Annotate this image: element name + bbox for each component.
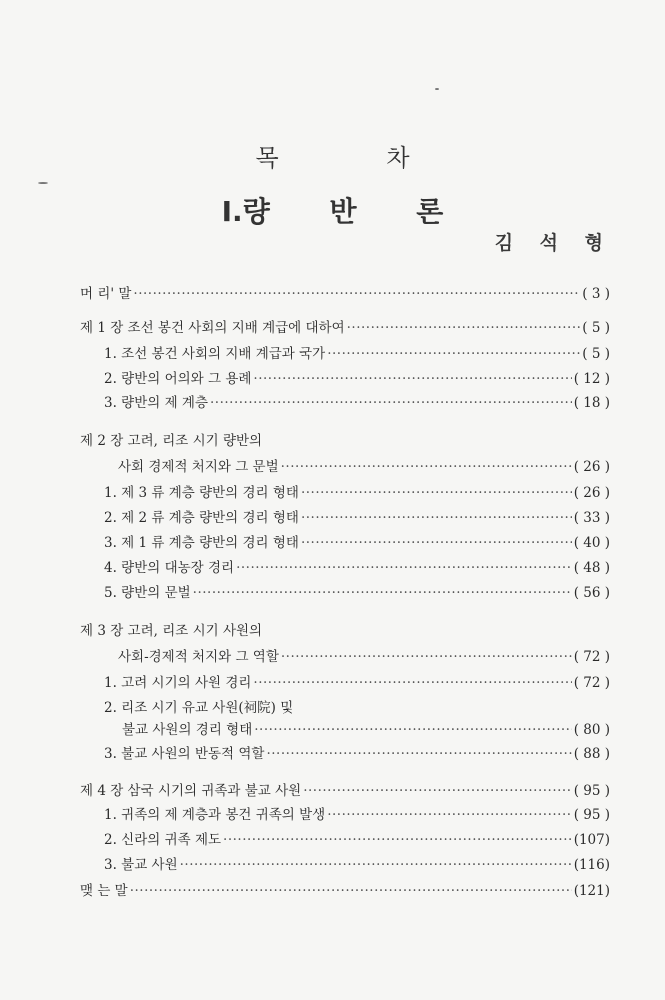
toc-entry [0, 643, 665, 665]
toc-entry-page: ( 40 ) [573, 535, 610, 551]
toc-entry-page: (121) [573, 883, 610, 899]
toc-entry [0, 479, 665, 501]
toc-entry-label: 2. 제 2 류 계층 량반의 경리 형태 [104, 510, 299, 526]
toc-entry-label: 머 리' 말 [80, 286, 132, 302]
toc-entry [0, 389, 665, 411]
toc-entry-page: ( 88 ) [573, 746, 610, 762]
toc-entry-label: 1. 조선 봉건 사회의 지배 계급과 국가 [104, 346, 326, 362]
toc-entry [0, 453, 665, 475]
toc-entry-label: 3. 제 1 류 계층 량반의 경리 형태 [104, 535, 299, 551]
toc-entry-page: ( 26 ) [573, 485, 610, 501]
toc-entry-label: 2. 신라의 귀족 제도 [104, 832, 222, 848]
leader-dots [301, 510, 572, 526]
leader-dots [281, 649, 572, 665]
toc-entry-label: 2. 량반의 어의와 그 용례 [104, 371, 252, 387]
leader-dots [223, 832, 572, 848]
toc-entry [0, 280, 665, 302]
toc-entry-label: 1. 귀족의 제 계층과 봉건 귀족의 발생 [104, 807, 326, 823]
toc-entry-page: ( 72 ) [573, 649, 610, 665]
toc-entry-page: ( 80 ) [573, 722, 610, 738]
toc-entry [0, 694, 665, 716]
author-name: 김 석 형 [494, 232, 613, 254]
toc-entry-label: 4. 량반의 대농장 경리 [104, 560, 235, 576]
toc-entry [0, 851, 665, 873]
toc-entry-label: 제 3 장 고려, 리조 시기 사원의 [80, 623, 263, 639]
toc-entry [0, 740, 665, 762]
toc-entry-page: ( 33 ) [573, 510, 610, 526]
leader-dots [253, 371, 571, 387]
toc-entry [0, 504, 665, 526]
toc-entry-page: ( 5 ) [582, 320, 610, 336]
leader-dots [180, 857, 572, 873]
toc-entry [0, 669, 665, 691]
toc-entry-label: 3. 불교 사원 [104, 857, 178, 873]
toc-entry [0, 529, 665, 551]
toc-entry-label: 1. 제 3 류 계층 량반의 경리 형태 [104, 485, 299, 501]
toc-entry-label: 사회-경제적 처지와 그 역할 [118, 649, 279, 665]
toc-entry-page: ( 56 ) [573, 585, 610, 601]
toc-entry-label: 제 2 장 고려, 리조 시기 량반의 [80, 433, 263, 449]
leader-dots [130, 883, 572, 899]
leader-dots [327, 346, 580, 362]
toc-entry-page: ( 12 ) [573, 371, 610, 387]
leader-dots [301, 485, 572, 501]
leader-dots [266, 746, 571, 762]
leader-dots [303, 783, 572, 799]
toc-entry [0, 554, 665, 576]
leader-dots [327, 807, 572, 823]
toc-entry-label: 1. 고려 시기의 사원 경리 [104, 675, 252, 691]
toc-entry-label: 2. 리조 시기 유교 사원(祠院) 및 [104, 700, 294, 716]
toc-entry [0, 314, 665, 336]
leader-dots [253, 675, 571, 691]
toc-entry-page: ( 48 ) [573, 560, 610, 576]
toc-entry-page: ( 26 ) [573, 459, 610, 475]
toc-entry-page: (116) [573, 857, 610, 873]
leader-dots [133, 286, 580, 302]
toc-entry-label: 5. 량반의 문벌 [104, 585, 191, 601]
toc-entry-page: ( 72 ) [573, 675, 610, 691]
toc-entry [0, 777, 665, 799]
toc-entry-page: ( 3 ) [582, 286, 610, 302]
toc-entry [0, 716, 665, 738]
toc-entry-page: ( 18 ) [573, 395, 610, 411]
toc-entry-label: 사회 경제적 처지와 그 문벌 [118, 459, 279, 475]
toc-entry [0, 617, 665, 639]
leader-dots [236, 560, 572, 576]
toc-entry [0, 877, 665, 899]
toc-entry [0, 801, 665, 823]
leader-dots [301, 535, 572, 551]
toc-entry-label: 3. 량반의 제 계층 [104, 395, 208, 411]
toc-entry-label: 제 1 장 조선 봉건 사회의 지배 계급에 대하여 [80, 320, 345, 336]
toc-entry-page: (107) [573, 832, 610, 848]
toc-entry-page: ( 95 ) [573, 807, 610, 823]
toc-entry-page: ( 95 ) [573, 783, 610, 799]
toc-entry-label: 3. 불교 사원의 반동적 역할 [104, 746, 265, 762]
leader-dots [347, 320, 581, 336]
leader-dots [254, 722, 571, 738]
leader-dots [210, 395, 572, 411]
toc-entry-label: 불교 사원의 경리 형태 [122, 722, 253, 738]
toc-entry-page: ( 5 ) [582, 346, 610, 362]
toc-entry [0, 340, 665, 362]
leader-dots [193, 585, 572, 601]
section-title: I.량 반 론 [221, 195, 444, 228]
toc-title: 목 차 [255, 144, 460, 172]
toc-entry [0, 427, 665, 449]
toc-entry [0, 579, 665, 601]
toc-entry-label: 맺 는 말 [80, 883, 128, 899]
toc-entry [0, 365, 665, 387]
toc-entry-label: 제 4 장 삼국 시기의 귀족과 불교 사원 [80, 783, 302, 799]
leader-dots [281, 459, 572, 475]
toc-entry [0, 826, 665, 848]
